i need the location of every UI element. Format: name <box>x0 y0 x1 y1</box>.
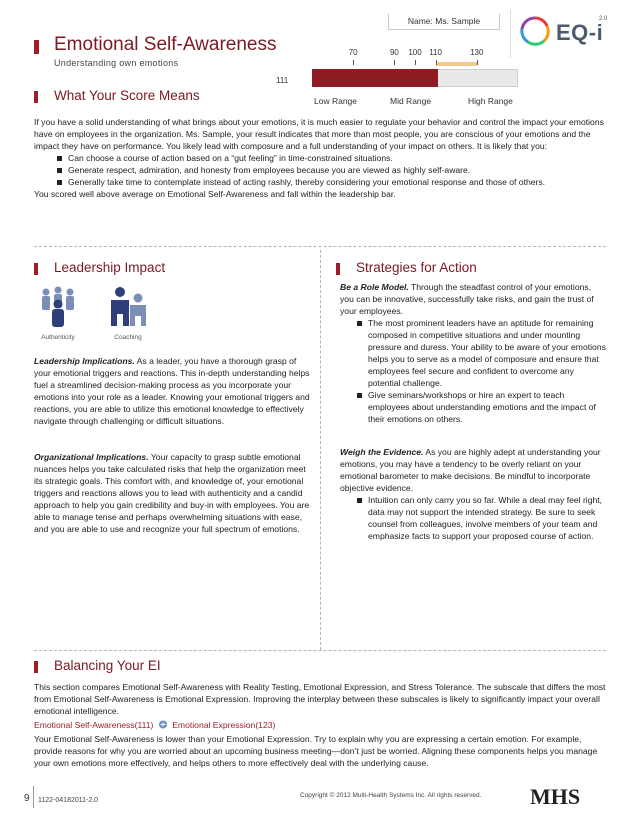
page-subtitle: Understanding own emotions <box>54 58 179 68</box>
meaning-outro: You scored well above average on Emotional Self-Awareness and fall within the leadership bar. <box>34 189 396 199</box>
scale-tick <box>394 60 395 65</box>
balancing-advice: Your Emotional Self-Awareness is lower than your Emotional Expression. Try to explain why you are expressing a certain emotion. For example, provide reasons for why you are worried about an upcoming business meeting—don’t just be worried. Aligning these components helps you manage your own emotions more effectively, and helps others to more effectively deal with the underlying cause. <box>34 734 598 768</box>
range-label-mid: Mid Range <box>390 96 432 106</box>
compare-left-subscale: Emotional Self-Awareness(111) <box>34 720 154 730</box>
compare-right-subscale: Emotional Expression(123) <box>172 720 276 730</box>
footer-separator <box>33 786 34 808</box>
balance-scale-icon <box>158 720 168 729</box>
strategy-role-model-text: Through the steadfast control of your emotions, you can be innovative, successfully take risks, and gain the trust of your employees. <box>340 282 594 316</box>
copyright-notice: Copyright © 2012 Multi-Health Systems Inc. All rights reserved. <box>300 792 482 799</box>
list-item: Generate respect, admiration, and honesty from employees because you are viewed as highly self-aware. <box>54 164 606 176</box>
leadership-bar <box>436 62 477 66</box>
section-accent-bar <box>336 263 340 275</box>
range-label-low: Low Range <box>314 96 358 106</box>
section-accent-bar <box>34 263 38 275</box>
list-item: Give seminars/workshops or hire an expert to teach employees about understanding emotions and the impact of their emotions on others. <box>354 389 606 425</box>
coaching-icon <box>106 284 150 330</box>
meaning-bullet-list <box>54 152 606 188</box>
icon-caption-coaching: Coaching <box>114 334 142 341</box>
strategy-role-model-bullets <box>354 317 606 425</box>
authenticity-icon <box>36 284 80 330</box>
section-divider <box>34 650 606 651</box>
strategy-weigh-evidence <box>340 446 606 542</box>
score-bar-fill <box>312 69 438 87</box>
leadership-implications-heading: Leadership Implications. <box>34 356 135 366</box>
strategy-role-model-heading: Be a Role Model. <box>340 282 409 292</box>
list-item: Intuition can only carry you so far. While a deal may feel right, data may not support the intended strategy. Be sure to seek counsel from colleagues, involve members of your team and emphasize facts to support your proposed course of action. <box>354 494 606 542</box>
section-accent-bar <box>34 91 38 103</box>
organizational-implications <box>34 451 312 535</box>
mhs-logo: MHS <box>530 784 581 809</box>
scale-tick <box>477 60 478 65</box>
scale-tick-label: 100 <box>408 48 422 57</box>
strategy-weigh-evidence-heading: Weigh the Evidence. <box>340 447 424 457</box>
leadership-implications-text: As a leader, you have a thorough grasp of your emotional triggers and reactions. This in-depth understanding helps fuel a streamlined decision-making process as you incorporate your emotions into your role as a leader. Knowing your emotional triggers and reactions, you are able to utilize this emotional knowledge to effectively navigate through challenging or difficult situations. <box>34 356 310 426</box>
document-id: 1122-04182011-2.0 <box>38 797 99 804</box>
meaning-section <box>34 116 606 200</box>
page-title: Emotional Self-Awareness <box>54 34 277 55</box>
client-name-label: Name: Ms. Sample <box>388 14 500 30</box>
eqi-logo-version: 2.0 <box>599 16 608 22</box>
title-accent-bar <box>34 40 39 54</box>
section-title-balancing: Balancing Your EI <box>54 658 161 673</box>
scale-tick <box>353 60 354 65</box>
column-divider <box>320 250 321 650</box>
scale-tick <box>415 60 416 65</box>
scale-tick-label: 110 <box>429 48 442 57</box>
page-number: 9 <box>24 793 30 804</box>
list-item: The most prominent leaders have an aptitude for remaining composed in competitive situations and under mounting pressure and duress. Your ability to be aware of your emotions helps you to serve as a model of composure and ensure that employees feel secure and confident to overcome any potential challenge. <box>354 317 606 389</box>
scale-tick <box>436 60 437 65</box>
leadership-implications <box>34 355 312 427</box>
eqi-logo-text: EQ-i <box>556 20 604 45</box>
range-label-high: High Range <box>468 96 513 106</box>
balancing-comparison <box>34 719 606 731</box>
balancing-section <box>34 681 606 769</box>
icon-caption-authenticity: Authenticity <box>41 334 75 341</box>
section-title-strategies: Strategies for Action <box>356 260 477 275</box>
section-divider <box>34 246 606 247</box>
section-title-leadership: Leadership Impact <box>54 260 166 275</box>
section-title-meaning: What Your Score Means <box>54 88 200 103</box>
organizational-implications-heading: Organizational Implications. <box>34 452 149 462</box>
strategy-role-model <box>340 281 606 425</box>
scale-tick-label: 90 <box>389 48 399 57</box>
eqi-logo-icon <box>520 16 550 46</box>
score-value: 111 <box>276 76 289 85</box>
strategy-weigh-evidence-bullets <box>354 494 606 542</box>
list-item: Can choose a course of action based on a “gut feeling” in time-constrained situations. <box>54 152 606 164</box>
section-accent-bar <box>34 661 38 673</box>
scale-tick-label: 70 <box>348 48 358 57</box>
meaning-intro: If you have a solid understanding of what brings about your emotions, it is much easier to regulate your behavior and control the impact your emotions have on employees in the organization. Ms. Sample, your result indicates that more than most people, you are conscious of your emotions and the impact they have on performance. You likely lead with composure and a full understanding of your impact on others. It is likely that you: <box>34 117 604 151</box>
scale-tick-label: 130 <box>470 48 484 57</box>
strategy-weigh-evidence-text: As you are highly adept at understanding your emotions, you may have a tendency to be overly reliant on your emotional barometer to make decisions. Be mindful to incorporate objective evidence. <box>340 447 601 493</box>
list-item: Generally take time to contemplate instead of acting rashly, thereby considering your emotional response and those of others. <box>54 176 606 188</box>
organizational-implications-text: Your capacity to grasp subtle emotional nuances helps you take calculated risks that help the organization meet its strategic goals. This comfort with, and knowledge of, your emotional triggers and reactions allows you to lead with authenticity and a candid approach to help you gain credibility and buy-in with employees. You are able to manage tense and perhaps overwhelming situations with ease, and you are able to use and recognize your full spectrum of emotions. <box>34 452 310 534</box>
balancing-intro: This section compares Emotional Self-Awareness with Reality Testing, Emotional Expression, and Stress Tolerance. The subscale that differs the most from Emotional Self-Awareness is Emotional Expression. Improving the interplay between these subscales is likely to significantly impact your overall emotional intelligence. <box>34 682 606 716</box>
